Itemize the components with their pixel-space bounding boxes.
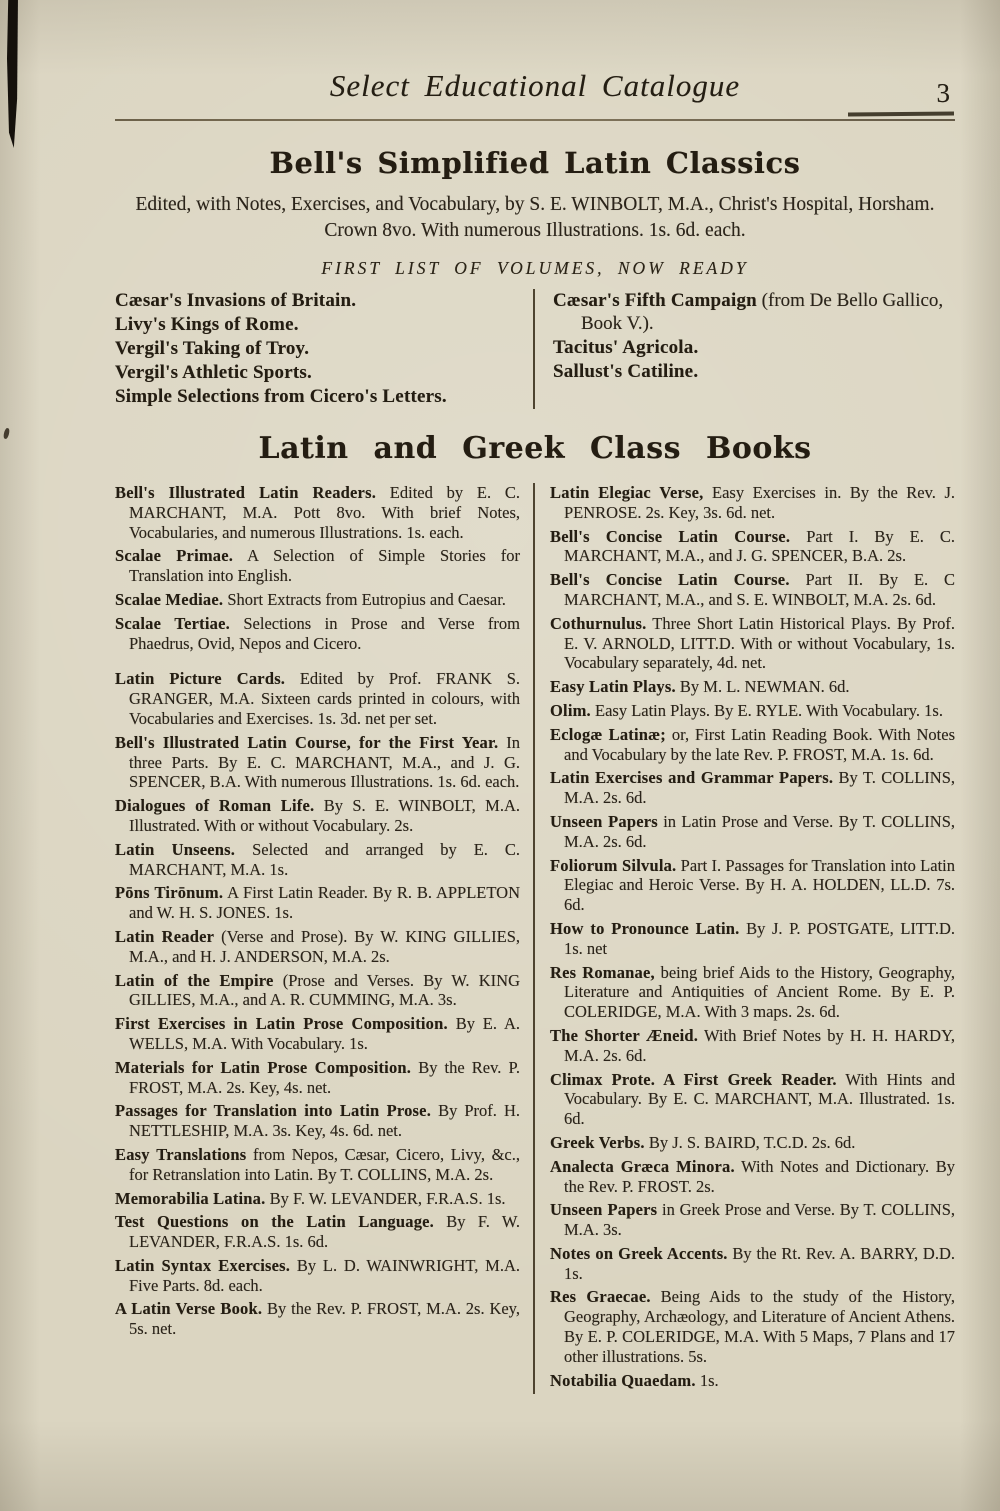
page-header-title: Select Educational Catalogue	[329, 68, 741, 103]
book-entry	[550, 1287, 955, 1366]
volume-title: Cæsar's Invasions of Britain.	[115, 290, 357, 311]
book-entry-body: or, First Latin Reading Book. With Notes and Vocabulary by the late Rev. P. FROST, M.A. 1s. 6d.	[564, 724, 955, 764]
book-entry	[115, 1014, 520, 1054]
book-entry-body: By M. L. NEWMAN. 6d.	[679, 677, 850, 697]
book-entry	[115, 1189, 520, 1209]
book-entry-title: Analecta Græca Minora.	[550, 1156, 735, 1176]
book-entry-body: With Hints and Vocabulary. By E. C. MARCHANT, M.A. Illustrated. 1s. 6d.	[564, 1069, 956, 1129]
book-entry	[550, 768, 955, 808]
book-entry-title: Bell's Concise Latin Course.	[550, 526, 791, 546]
book-entry-title: Notabilia Quaedam.	[550, 1370, 696, 1390]
book-entry-title: First Exercises in Latin Prose Composition.	[115, 1014, 448, 1034]
volume-item	[115, 385, 517, 408]
book-entry	[550, 701, 955, 721]
book-entry-body: (Prose and Verses. By W. KING GILLIES, M.A., and A. R. CUMMING, M.A. 3s.	[129, 970, 520, 1010]
book-entry	[550, 1200, 955, 1240]
book-entry-title: Latin Syntax Exercises.	[115, 1255, 291, 1275]
book-entry	[115, 1145, 520, 1185]
book-entry-body: Easy Exercises in. By the Rev. J. PENROSE. 2s. Key, 3s. 6d. net.	[564, 483, 956, 522]
book-entry-body: By S. E. WINBOLT, M.A. Illustrated. With or without Vocabulary. 2s.	[129, 796, 521, 835]
header-rule	[115, 119, 955, 121]
book-entry-title: Materials for Latin Prose Composition.	[115, 1057, 412, 1077]
book-entry	[115, 483, 520, 542]
book-entry-title: Cothurnulus.	[550, 613, 647, 633]
volume-item	[115, 289, 517, 312]
book-entry-title: Dialogues of Roman Life.	[115, 796, 315, 816]
book-entry	[550, 1157, 955, 1197]
volume-note: (from De Bello Gallico, Book V.).	[581, 290, 944, 334]
book-entry-body: Edited by Prof. FRANK S. GRANGER, M.A. Sixteen cards printed in colours, with Vocabularies and Exercises. 1s. 3d. net per set.	[129, 669, 520, 728]
book-entry-title: Foliorum Silvula.	[550, 855, 677, 875]
book-entry	[550, 1026, 955, 1066]
book-entry-body: By L. D. WAINWRIGHT, M.A. Five Parts. 8d. each.	[129, 1255, 521, 1295]
volume-item	[553, 360, 955, 383]
book-entry-title: Latin of the Empire	[115, 970, 274, 990]
book-entry-body: By J. P. POSTGATE, LITT.D. 1s. net	[564, 918, 956, 958]
book-entry	[550, 1070, 955, 1129]
volume-title: Tacitus' Agricola.	[553, 337, 699, 358]
volume-title: Vergil's Athletic Sports.	[115, 362, 312, 383]
book-entry	[550, 677, 955, 697]
book-entry	[550, 1133, 955, 1153]
book-entry-body: Part I. By E. C. MARCHANT, M.A., and J. G. SPENCER, B.A. 2s.	[564, 526, 955, 566]
book-entry	[550, 483, 955, 523]
book-entry-body: (Verse and Prose). By W. KING GILLIES, M.A., and H. J. ANDERSON, M.A. 2s.	[129, 926, 520, 966]
book-entry-body: By the Rev. P. FROST, M.A. 2s. Key, 5s. net.	[129, 1299, 520, 1339]
book-entry-title: Easy Translations	[115, 1144, 247, 1164]
book-entry	[115, 796, 520, 836]
book-entry-body: Short Extracts from Eutropius and Caesar.	[227, 589, 506, 609]
class-books-columns	[115, 483, 955, 1394]
book-entry	[550, 856, 955, 915]
book-entry-title: Test Questions on the Latin Language.	[115, 1212, 434, 1232]
book-entry-title: Passages for Translation into Latin Prose.	[115, 1101, 432, 1121]
book-entry	[115, 883, 520, 923]
book-entry-body: By the Rt. Rev. A. BARRY, D.D. 1s.	[564, 1243, 955, 1283]
book-entry-title: Eclogæ Latinæ;	[550, 724, 666, 744]
book-entry-title: Latin Elegiac Verse,	[550, 483, 704, 502]
book-entry-body: A Selection of Simple Stories for Translation into English.	[129, 546, 520, 586]
book-entry	[550, 570, 955, 610]
book-entry-title: Scalae Mediae.	[115, 589, 224, 609]
book-entry	[550, 963, 955, 1022]
volumes-left-column	[115, 289, 533, 409]
class-books-right-column	[533, 483, 955, 1394]
volume-title: Sallust's Catiline.	[553, 361, 699, 382]
book-entry-title: Bell's Illustrated Latin Course, for the First Year.	[115, 732, 499, 752]
book-entry-title: Memorabilia Latina.	[115, 1188, 266, 1208]
book-entry-title: Climax Prote. A First Greek Reader.	[550, 1069, 837, 1089]
class-books-left-column	[115, 483, 533, 1394]
volume-item	[115, 337, 517, 360]
latin-greek-class-books-section	[115, 431, 955, 1394]
page-number: 3	[936, 78, 950, 108]
book-entry-body: Selections in Prose and Verse from Phaedrus, Ovid, Nepos and Cicero.	[129, 613, 521, 653]
book-entry	[115, 590, 520, 610]
book-entry-title: Scalae Primae.	[115, 546, 234, 566]
volume-title: Vergil's Taking of Troy.	[115, 338, 310, 359]
book-entry	[550, 812, 955, 852]
book-entry-title: Notes on Greek Accents.	[550, 1243, 728, 1263]
book-entry	[550, 1244, 955, 1284]
book-entry-body: In three Parts. By E. C. MARCHANT, M.A., and J. G. SPENCER, B.A. With numerous Illustrations. 1s. 6d. each.	[129, 732, 521, 792]
book-entry-body: By F. W. LEVANDER, F.R.A.S. 1s.	[269, 1188, 506, 1208]
section1-intro: Edited, with Notes, Exercises, and Vocabulary, by S. E. WINBOLT, M.A., Christ's Hospital, Horsham. Crown 8vo. With numerous Illustrations. 1s. 6d. each.	[135, 194, 935, 241]
first-list-heading: FIRST LIST OF VOLUMES, NOW READY	[321, 258, 749, 278]
book-entry-title: Olim.	[550, 700, 591, 720]
book-entry-body: 1s.	[699, 1370, 719, 1390]
volume-title: Livy's Kings of Rome.	[115, 314, 299, 335]
book-entry-title: The Shorter Æneid.	[550, 1025, 699, 1045]
book-entry	[115, 1101, 520, 1141]
book-entry	[550, 725, 955, 765]
book-entry-body: With Brief Notes by H. H. HARDY, M.A. 2s. 6d.	[564, 1025, 955, 1065]
book-entry	[115, 1256, 520, 1296]
book-entry-body: Part II. By E. C MARCHANT, M.A., and S. E. WINBOLT, M.A. 2s. 6d.	[564, 570, 955, 609]
book-entry	[115, 546, 520, 586]
volume-title: Cæsar's Fifth Campaign	[553, 290, 757, 311]
simplified-latin-classics-section	[115, 146, 955, 409]
book-entry-title: Latin Picture Cards.	[115, 669, 286, 689]
book-entry	[115, 927, 520, 967]
book-entry-body: A First Latin Reader. By R. B. APPLETON and W. H. S. JONES. 1s.	[129, 883, 520, 923]
book-entry	[550, 919, 955, 959]
book-entry-title: Scalae Tertiae.	[115, 613, 230, 633]
book-entry-body: Selected and arranged by E. C. MARCHANT, M.A. 1s.	[129, 839, 520, 879]
volumes-right-column	[533, 289, 955, 409]
book-entry-title: Unseen Papers	[550, 1200, 658, 1220]
section1-title: Bell's Simplified Latin Classics	[269, 146, 801, 180]
volumes-columns	[115, 289, 955, 409]
book-entry	[115, 1058, 520, 1098]
volume-item	[553, 336, 955, 359]
volume-item	[115, 313, 517, 336]
book-entry-body: in Latin Prose and Verse. By T. COLLINS, M.A. 2s. 6d.	[564, 811, 955, 851]
book-entry-title: Unseen Papers	[550, 811, 658, 831]
section2-title: Latin and Greek Class Books	[258, 431, 812, 466]
book-entry	[115, 1212, 520, 1252]
book-entry-body: in Greek Prose and Verse. By T. COLLINS, M.A. 3s.	[564, 1200, 955, 1240]
book-entry-body: Being Aids to the study of the History, Geography, Archæology, and Literature of Ancient Athens. By E. P. COLERIDGE, M.A. With 5 Maps, 7 Plans and 17 other illustrations. 5s.	[564, 1287, 955, 1366]
book-entry	[550, 614, 955, 673]
book-entry-body: Edited by E. C. MARCHANT, M.A. Pott 8vo. With brief Notes, Vocabularies, and numerous Illustrations. 1s. each.	[129, 483, 520, 542]
book-entry-title: Bell's Illustrated Latin Readers.	[115, 483, 377, 502]
book-entry-body: Part I. Passages for Translation into Latin Elegiac and Heroic Verse. By H. A. HOLDEN, LL.D. 7s. 6d.	[564, 855, 956, 915]
volume-title: Simple Selections from Cicero's Letters.	[115, 386, 447, 407]
book-entry-body: By Prof. H. NETTLESHIP, M.A. 3s. Key, 4s. 6d. net.	[129, 1101, 520, 1141]
book-entry-body: By F. W. LEVANDER, F.R.A.S. 1s. 6d.	[129, 1212, 520, 1252]
book-entry-body: With Notes and Dictionary. By the Rev. P. FROST. 2s.	[564, 1156, 955, 1196]
book-entry	[550, 1371, 955, 1391]
book-entry	[115, 1299, 520, 1339]
book-entry-body: Easy Latin Plays. By E. RYLE. With Vocabulary. 1s.	[595, 700, 943, 720]
book-entry-title: Latin Exercises and Grammar Papers.	[550, 768, 834, 788]
book-entry-body: By E. A. WELLS, M.A. With Vocabulary. 1s.	[129, 1014, 520, 1053]
book-entry-body: from Nepos, Cæsar, Cicero, Livy, &c., for Retranslation into Latin. By T. COLLINS, M.A. 2s.	[129, 1144, 520, 1184]
book-entry-title: Pōns Tirōnum.	[115, 883, 224, 903]
book-entry-body: By T. COLLINS, M.A. 2s. 6d.	[564, 768, 955, 808]
book-entry	[115, 733, 520, 792]
book-entry-body: Three Short Latin Historical Plays. By Prof. E. V. ARNOLD, LITT.D. With or without Vocabulary, 1s. Vocabulary separately, 4d. net.	[564, 613, 955, 673]
book-entry-title: Latin Reader	[115, 926, 215, 946]
book-entry	[550, 527, 955, 567]
book-entry-title: Easy Latin Plays.	[550, 677, 676, 697]
book-entry	[115, 614, 520, 654]
book-entry	[115, 840, 520, 880]
book-entry-title: A Latin Verse Book.	[115, 1299, 263, 1319]
volume-item	[115, 361, 517, 384]
book-entry-title: Bell's Concise Latin Course.	[550, 570, 790, 590]
book-entry-title: How to Pronounce Latin.	[550, 918, 740, 938]
book-entry-body: By the Rev. P. FROST, M.A. 2s. Key, 4s. net.	[129, 1057, 520, 1097]
book-entry-title: Res Graecae.	[550, 1287, 651, 1307]
book-entry-title: Greek Verbs.	[550, 1132, 645, 1152]
book-entry	[115, 669, 520, 728]
book-entry-body: By J. S. BAIRD, T.C.D. 2s. 6d.	[648, 1132, 856, 1152]
book-entry	[115, 971, 520, 1011]
book-entry-title: Res Romanae,	[550, 962, 655, 982]
book-entry-body: being brief Aids to the History, Geography, Literature and Antiquities of Ancient Rome. By E. P. COLERIDGE, M.A. With 3 maps. 2s. 6d.	[564, 962, 955, 1022]
book-entry-title: Latin Unseens.	[115, 839, 236, 859]
volume-item	[553, 289, 955, 335]
